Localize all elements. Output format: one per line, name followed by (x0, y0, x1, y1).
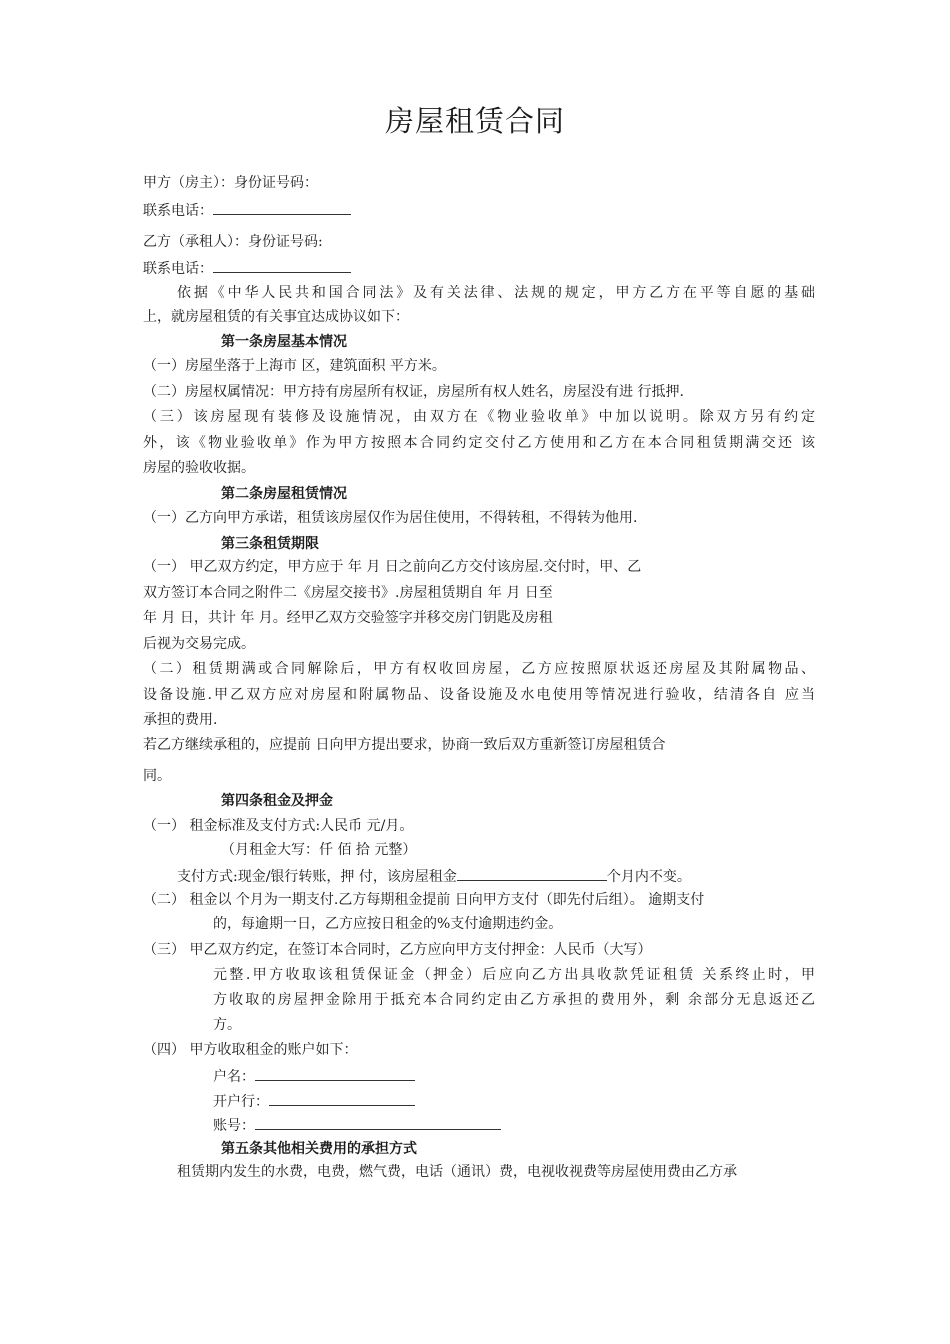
account-number-blank (255, 1114, 501, 1130)
article-2-item-1: （一）乙方向甲方承诺，租赁该房屋仅作为居住使用，不得转租，不得转为他用. (143, 510, 638, 526)
account-number-label: 账号： (213, 1118, 255, 1134)
article-4-item-3-line-1: （三） 甲乙双方约定，在签订本合同时，乙方应向甲方支付押金：人民币（大写） (143, 942, 652, 958)
article-4-item-3-line-3: 方收取的房屋押金除用于抵充本合同约定由乙方承担的费用外，剩 余部分无息返还乙 (213, 992, 815, 1008)
article-3-renewal-line-1: 若乙方继续承租的，应提前 日向甲方提出要求，协商一致后双方重新签订房屋租赁合 (143, 737, 666, 753)
party-b-phone-blank (213, 257, 351, 273)
preamble-line-1: 依据《中华人民共和国合同法》及有关法律、法规的规定，甲方乙方在平等自愿的基础 (177, 285, 815, 301)
article-1-item-1: （一）房屋坐落于上海市 区，建筑面积 平方米。 (143, 358, 446, 374)
article-4-item-1: （一） 租金标准及支付方式:人民币 元/月。 (143, 818, 414, 834)
article-4-item-1-amount-words: （月租金大写：仟 佰 拾 元整） (221, 842, 417, 858)
article-3-item-2-line-3: 承担的费用. (143, 712, 218, 728)
article-4-item-4: （四） 甲方收取租金的账户如下： (143, 1042, 358, 1058)
article-1-item-3-line-1: （三）该房屋现有装修及设施情况，由双方在《物业验收单》中加以说明。除双方另有约定 (143, 409, 815, 425)
account-name-label: 户名： (213, 1069, 255, 1085)
article-4-item-3-line-4: 方。 (213, 1017, 241, 1033)
article-3-renewal-line-2: 同。 (143, 768, 171, 784)
article-4-payment-method-line (177, 865, 691, 887)
article-3-item-1-line-4: 后视为交易完成。 (143, 636, 255, 652)
article-3-item-2-line-1: （二）租赁期满或合同解除后，甲方有权收回房屋，乙方应按照原状返还房屋及其附属物品、 (143, 661, 815, 677)
article-1-item-3-line-2: 外，该《物业验收单》作为甲方按照本合同约定交付乙方使用和乙方在本合同租赁期满交还 该 (143, 435, 815, 451)
article-3-item-2-line-2: 设备设施.甲乙双方应对房屋和附属物品、设备设施及水电使用等情况进行验收，结清各自 应当 (143, 687, 815, 703)
article-5-heading: 第五条其他相关费用的承担方式 (221, 1141, 417, 1157)
party-a-phone-label: 联系电话： (143, 203, 213, 219)
preamble-line-2: 上，就房屋租赁的有关事宜达成协议如下： (143, 309, 409, 325)
party-a-phone-line (143, 199, 351, 221)
party-a-id-line: 甲方（房主）：身份证号码： (143, 175, 318, 191)
payment-method-text: 支付方式:现金/银行转账，押 付，该房屋租金 (177, 869, 457, 885)
bank-name-blank (269, 1090, 415, 1106)
party-b-id-line: 乙方（承租人）：身份证号码: (143, 234, 323, 250)
article-3-item-1-line-1: （一） 甲乙双方约定，甲方应于 年 月 日之前向乙方交付该房屋.交付时，甲、乙 (143, 559, 642, 575)
account-name-line (213, 1065, 415, 1087)
party-b-phone-label: 联系电话： (143, 261, 213, 277)
article-4-item-2-line-1: （二） 租金以 个月为一期支付.乙方每期租金提前 日向甲方支付（即先付后组）。 逾期支付 (143, 892, 705, 908)
article-4-item-3-line-2: 元整.甲方收取该租赁保证金（押金）后应向乙方出具收款凭证租赁 关系终止时，甲 (213, 967, 815, 983)
article-1-item-2: （二）房屋权属情况：甲方持有房屋所有权证，房屋所有权人姓名，房屋没有进 行抵押. (143, 384, 684, 400)
article-1-item-3-line-3: 房屋的验收收据。 (143, 460, 255, 476)
payment-method-tail: 个月内不变。 (606, 869, 691, 885)
article-2-heading: 第二条房屋租赁情况 (221, 486, 347, 502)
article-1-heading: 第一条房屋基本情况 (221, 334, 347, 350)
document-title: 房屋租赁合同 (384, 104, 565, 138)
article-3-heading: 第三条租赁期限 (221, 536, 319, 552)
account-name-blank (255, 1065, 415, 1081)
party-a-phone-blank (213, 199, 351, 215)
account-number-line (213, 1114, 501, 1136)
party-b-phone-line (143, 257, 351, 279)
bank-name-label: 开户行： (213, 1094, 269, 1110)
article-5-line-1: 租赁期内发生的水费，电费，燃气费，电话（通讯）费，电视收视费等房屋使用费由乙方承 (177, 1164, 737, 1180)
article-4-heading: 第四条租金及押金 (221, 793, 333, 809)
article-3-item-1-line-2: 双方签订本合同之附件二《房屋交接书》.房屋租赁期自 年 月 日至 (143, 585, 553, 601)
article-4-item-2-line-2: 的，每逾期一日，乙方应按日租金的%支付逾期违约金。 (213, 916, 563, 932)
bank-name-line (213, 1090, 415, 1112)
payment-months-blank (457, 865, 607, 881)
article-3-item-1-line-3: 年 月 日，共计 年 月。经甲乙双方交验签字并移交房门钥匙及房租 (143, 610, 553, 626)
